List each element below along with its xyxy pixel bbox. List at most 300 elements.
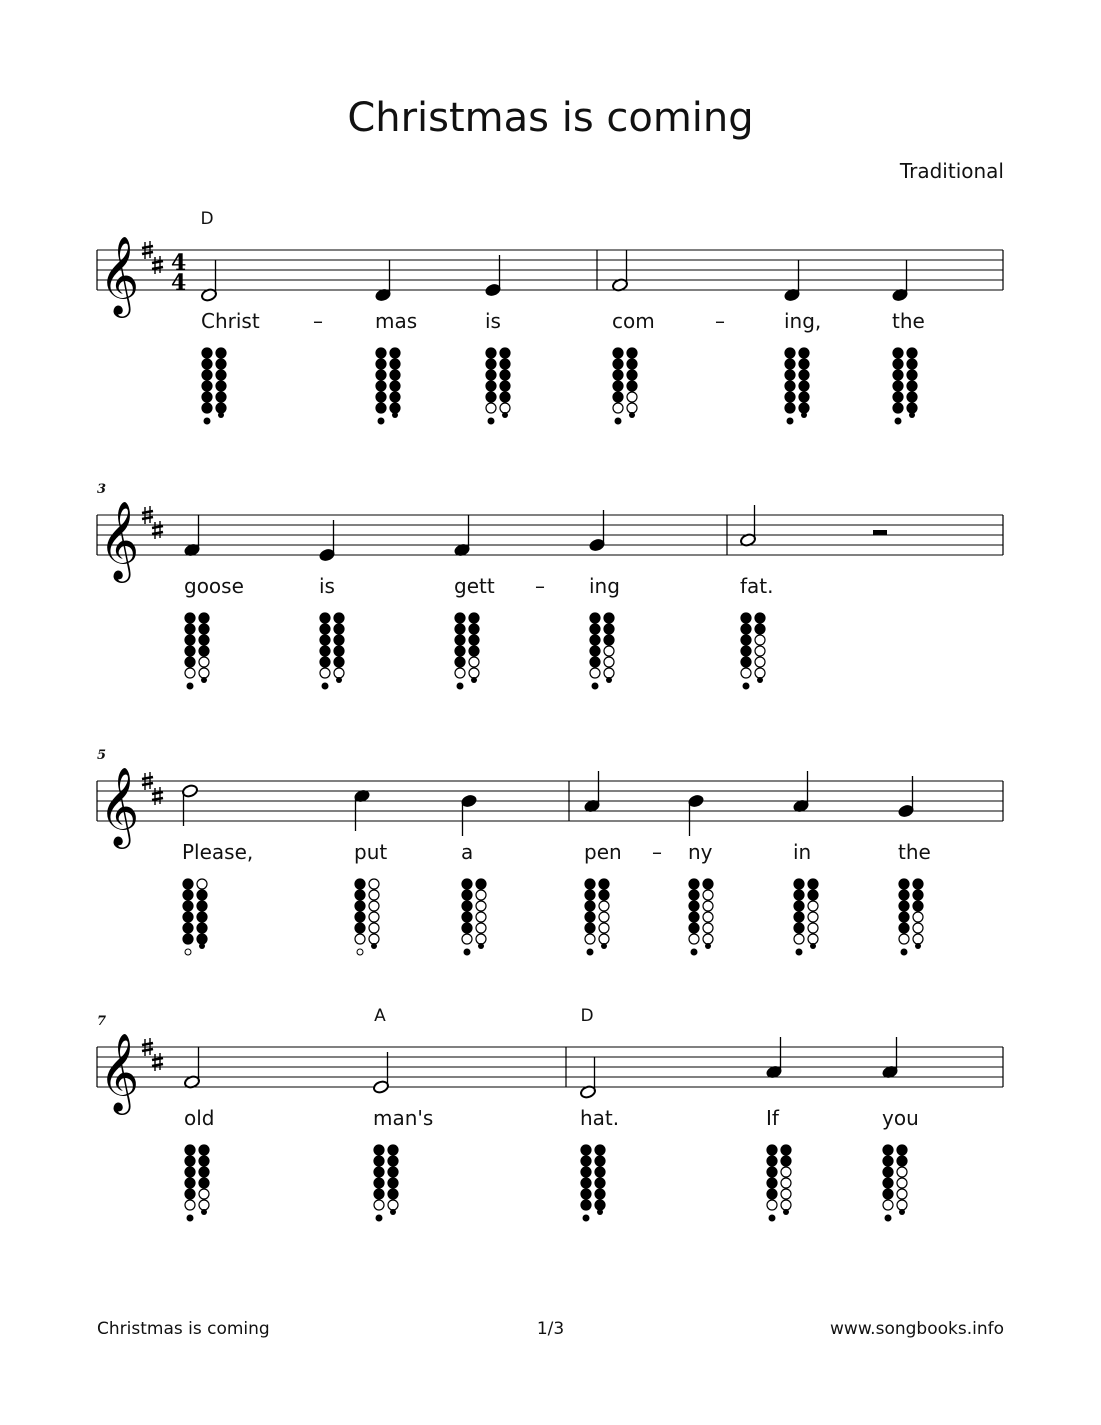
fingering-thumb-hole: [185, 949, 191, 955]
composer-credit: Traditional: [899, 159, 1004, 183]
lyric-syllable: ny: [688, 840, 713, 864]
fingering-hole-right: [604, 657, 614, 667]
fingering-thumb-hole: [457, 683, 463, 689]
fingering-hole-right: [369, 934, 379, 944]
fingering-hole-right: [469, 646, 479, 656]
fingering-hole-left: [613, 392, 623, 402]
fingering-hole-left: [585, 901, 595, 911]
fingering-hole-right: [703, 879, 713, 889]
fingering-bell-hole: [218, 412, 224, 418]
fingering-hole-left: [202, 370, 212, 380]
fingering-hole-left: [185, 635, 195, 645]
fingering-bell-hole: [478, 943, 484, 949]
tin-whistle-fingering-icon: [376, 348, 400, 424]
fingering-hole-left: [767, 1178, 777, 1188]
fingering-hole-left: [183, 890, 193, 900]
fingering-hole-right: [808, 901, 818, 911]
fingering-hole-right: [216, 403, 226, 413]
fingering-hole-right: [703, 934, 713, 944]
sharp-stroke: [142, 517, 153, 519]
fingering-bell-hole: [783, 1209, 789, 1215]
fingering-hole-left: [185, 657, 195, 667]
sharp-stroke: [142, 511, 153, 513]
fingering-hole-right: [199, 1178, 209, 1188]
treble-clef: 𝄞: [99, 236, 140, 315]
fingering-hole-right: [595, 1167, 605, 1177]
fingering-hole-right: [216, 392, 226, 402]
fingering-bell-hole: [502, 412, 508, 418]
fingering-hole-left: [883, 1145, 893, 1155]
fingering-hole-left: [893, 392, 903, 402]
fingering-hole-right: [799, 359, 809, 369]
fingering-hole-right: [199, 646, 209, 656]
fingering-hole-left: [794, 934, 804, 944]
fingering-hole-left: [185, 1200, 195, 1210]
fingering-hole-right: [907, 403, 917, 413]
fingering-hole-right: [907, 359, 917, 369]
fingering-hole-left: [767, 1189, 777, 1199]
fingering-hole-right: [627, 359, 637, 369]
half-rest: [873, 530, 887, 535]
fingering-hole-left: [613, 359, 623, 369]
lyric-syllable: com: [612, 309, 655, 333]
fingering-hole-left: [320, 668, 330, 678]
treble-clef: 𝄞: [99, 767, 140, 846]
fingering-hole-left: [202, 348, 212, 358]
fingering-hole-right: [755, 624, 765, 634]
fingering-thumb-hole: [895, 418, 901, 424]
tin-whistle-fingering-icon: [455, 613, 479, 689]
footer-website-link[interactable]: www.songbooks.info: [830, 1319, 1004, 1339]
fingering-hole-right: [390, 348, 400, 358]
tin-whistle-fingering-icon: [899, 879, 923, 955]
fingering-hole-right: [369, 923, 379, 933]
chord-symbol: A: [374, 1006, 386, 1026]
fingering-hole-right: [199, 668, 209, 678]
fingering-hole-right: [781, 1178, 791, 1188]
fingering-hole-left: [883, 1200, 893, 1210]
fingering-hole-right: [913, 879, 923, 889]
fingering-hole-right: [369, 890, 379, 900]
fingering-hole-left: [585, 934, 595, 944]
fingering-hole-left: [462, 923, 472, 933]
fingering-thumb-hole: [322, 683, 328, 689]
fingering-hole-right: [334, 635, 344, 645]
fingering-hole-left: [455, 657, 465, 667]
fingering-thumb-hole: [187, 683, 193, 689]
tin-whistle-fingering-icon: [767, 1145, 791, 1221]
page-title: Christmas is coming: [347, 94, 754, 141]
fingering-hole-left: [185, 624, 195, 634]
fingering-hole-right: [334, 624, 344, 634]
fingering-hole-left: [183, 912, 193, 922]
fingering-hole-right: [388, 1200, 398, 1210]
treble-clef: 𝄞: [99, 501, 140, 580]
fingering-hole-right: [476, 923, 486, 933]
fingering-hole-left: [202, 381, 212, 391]
fingering-hole-left: [590, 646, 600, 656]
fingering-hole-right: [197, 901, 207, 911]
fingering-thumb-hole: [787, 418, 793, 424]
fingering-hole-left: [899, 934, 909, 944]
tin-whistle-fingering-icon: [374, 1145, 398, 1221]
fingering-hole-right: [595, 1156, 605, 1166]
fingering-hole-left: [202, 359, 212, 369]
fingering-bell-hole: [201, 677, 207, 683]
fingering-hole-right: [907, 348, 917, 358]
fingering-hole-right: [913, 890, 923, 900]
fingering-hole-left: [581, 1167, 591, 1177]
fingering-thumb-hole: [488, 418, 494, 424]
fingering-hole-right: [755, 657, 765, 667]
fingering-hole-left: [374, 1145, 384, 1155]
fingering-hole-left: [613, 381, 623, 391]
fingering-hole-left: [185, 613, 195, 623]
fingering-hole-left: [374, 1167, 384, 1177]
fingering-hole-right: [469, 613, 479, 623]
fingering-hole-left: [581, 1145, 591, 1155]
fingering-hole-left: [899, 923, 909, 933]
fingering-hole-left: [585, 912, 595, 922]
fingering-hole-left: [374, 1178, 384, 1188]
fingering-hole-left: [185, 1189, 195, 1199]
fingering-hole-right: [604, 646, 614, 656]
fingering-hole-right: [197, 912, 207, 922]
tin-whistle-fingering-icon: [185, 1145, 209, 1221]
fingering-hole-left: [374, 1200, 384, 1210]
fingering-hole-left: [689, 890, 699, 900]
fingering-hole-right: [913, 901, 923, 911]
fingering-hole-left: [785, 359, 795, 369]
fingering-hole-right: [799, 348, 809, 358]
fingering-hole-right: [369, 901, 379, 911]
fingering-hole-right: [599, 890, 609, 900]
fingering-hole-left: [883, 1156, 893, 1166]
fingering-hole-left: [741, 613, 751, 623]
fingering-hole-right: [808, 879, 818, 889]
lyric-syllable: gett: [454, 574, 495, 598]
fingering-thumb-hole: [796, 949, 802, 955]
fingering-hole-right: [334, 668, 344, 678]
music-system: [97, 748, 1003, 955]
fingering-hole-right: [897, 1156, 907, 1166]
tin-whistle-fingering-icon: [462, 879, 486, 955]
lyric-syllable: old: [184, 1106, 215, 1130]
fingering-hole-left: [883, 1189, 893, 1199]
music-system: [97, 1006, 1003, 1221]
measure-number: 7: [97, 1014, 107, 1029]
fingering-hole-right: [199, 1156, 209, 1166]
fingering-hole-left: [613, 370, 623, 380]
lyric-syllable: in: [793, 840, 812, 864]
fingering-hole-left: [355, 934, 365, 944]
fingering-hole-right: [599, 923, 609, 933]
fingering-thumb-hole: [769, 1215, 775, 1221]
fingering-hole-left: [185, 1145, 195, 1155]
fingering-hole-right: [500, 392, 510, 402]
fingering-hole-left: [185, 1167, 195, 1177]
fingering-hole-right: [755, 613, 765, 623]
tin-whistle-fingering-icon: [355, 879, 379, 955]
fingering-hole-left: [376, 381, 386, 391]
fingering-hole-left: [355, 890, 365, 900]
chord-symbol: D: [200, 209, 214, 229]
fingering-hole-right: [781, 1189, 791, 1199]
tin-whistle-fingering-icon: [183, 879, 207, 955]
lyric-syllable: is: [319, 574, 335, 598]
fingering-hole-left: [185, 1156, 195, 1166]
music-system: [97, 209, 1003, 424]
fingering-hole-right: [808, 912, 818, 922]
tin-whistle-fingering-icon: [794, 879, 818, 955]
fingering-hole-left: [462, 901, 472, 911]
lyric-syllable: fat.: [740, 574, 774, 598]
measure-number: 5: [97, 748, 107, 763]
fingering-hole-left: [355, 923, 365, 933]
fingering-hole-left: [689, 923, 699, 933]
fingering-hole-right: [199, 1145, 209, 1155]
lyric-syllable: ing: [589, 574, 620, 598]
fingering-hole-left: [785, 381, 795, 391]
fingering-hole-left: [455, 646, 465, 656]
fingering-hole-right: [897, 1189, 907, 1199]
fingering-hole-right: [907, 370, 917, 380]
fingering-hole-right: [476, 879, 486, 889]
fingering-hole-left: [374, 1156, 384, 1166]
fingering-hole-right: [703, 923, 713, 933]
fingering-bell-hole: [597, 1209, 603, 1215]
fingering-hole-left: [320, 657, 330, 667]
fingering-hole-right: [913, 934, 923, 944]
footer-title: Christmas is coming: [97, 1319, 270, 1339]
fingering-hole-right: [595, 1178, 605, 1188]
fingering-hole-left: [741, 646, 751, 656]
fingering-hole-right: [216, 370, 226, 380]
fingering-hole-left: [585, 890, 595, 900]
fingering-hole-left: [689, 934, 699, 944]
fingering-hole-left: [893, 403, 903, 413]
sharp-stroke: [152, 526, 163, 528]
fingering-bell-hole: [629, 412, 635, 418]
tin-whistle-fingering-icon: [785, 348, 809, 424]
fingering-hole-left: [590, 624, 600, 634]
fingering-hole-right: [500, 403, 510, 413]
fingering-thumb-hole: [204, 418, 210, 424]
fingering-hole-left: [486, 392, 496, 402]
fingering-hole-left: [767, 1145, 777, 1155]
fingering-hole-right: [500, 381, 510, 391]
tin-whistle-fingering-icon: [613, 348, 637, 424]
lyric-syllable: goose: [184, 574, 244, 598]
tin-whistle-fingering-icon: [486, 348, 510, 424]
fingering-hole-right: [469, 624, 479, 634]
fingering-hole-right: [388, 1189, 398, 1199]
lyric-syllable: pen: [584, 840, 622, 864]
sharp-stroke: [152, 532, 163, 534]
lyric-hyphen: –: [535, 574, 545, 598]
fingering-hole-left: [585, 923, 595, 933]
fingering-hole-left: [581, 1189, 591, 1199]
fingering-hole-right: [199, 635, 209, 645]
fingering-thumb-hole: [901, 949, 907, 955]
fingering-hole-left: [883, 1167, 893, 1177]
fingering-hole-left: [581, 1178, 591, 1188]
fingering-hole-right: [897, 1145, 907, 1155]
fingering-bell-hole: [371, 943, 377, 949]
fingering-hole-left: [590, 657, 600, 667]
sharp-stroke: [142, 777, 153, 779]
fingering-bell-hole: [810, 943, 816, 949]
fingering-bell-hole: [199, 943, 205, 949]
fingering-hole-left: [202, 403, 212, 413]
fingering-hole-right: [599, 912, 609, 922]
fingering-hole-left: [893, 348, 903, 358]
fingering-hole-left: [613, 403, 623, 413]
fingering-thumb-hole: [885, 1215, 891, 1221]
fingering-hole-left: [376, 403, 386, 413]
fingering-hole-right: [390, 392, 400, 402]
fingering-hole-left: [741, 624, 751, 634]
fingering-hole-left: [899, 879, 909, 889]
fingering-hole-right: [604, 624, 614, 634]
sharp-stroke: [142, 1043, 153, 1045]
lyric-hyphen: –: [313, 309, 323, 333]
lyric-syllable: man's: [373, 1106, 434, 1130]
fingering-hole-right: [808, 890, 818, 900]
fingering-hole-left: [462, 912, 472, 922]
fingering-hole-right: [216, 348, 226, 358]
fingering-hole-left: [486, 381, 496, 391]
fingering-bell-hole: [201, 1209, 207, 1215]
fingering-hole-right: [599, 879, 609, 889]
fingering-hole-right: [703, 912, 713, 922]
fingering-hole-right: [199, 1189, 209, 1199]
fingering-hole-left: [355, 879, 365, 889]
fingering-hole-left: [320, 646, 330, 656]
fingering-hole-right: [197, 923, 207, 933]
fingering-hole-right: [604, 668, 614, 678]
fingering-hole-right: [627, 348, 637, 358]
time-signature-bottom: 4: [171, 270, 187, 296]
fingering-hole-left: [462, 879, 472, 889]
fingering-hole-left: [590, 613, 600, 623]
fingering-hole-right: [897, 1200, 907, 1210]
fingering-thumb-hole: [587, 949, 593, 955]
lyric-syllable: mas: [375, 309, 418, 333]
fingering-hole-right: [799, 392, 809, 402]
sharp-stroke: [142, 1049, 153, 1051]
fingering-hole-left: [767, 1200, 777, 1210]
fingering-bell-hole: [471, 677, 477, 683]
tin-whistle-fingering-icon: [689, 879, 713, 955]
fingering-bell-hole: [899, 1209, 905, 1215]
lyric-hyphen: –: [715, 309, 725, 333]
fingering-thumb-hole: [187, 1215, 193, 1221]
fingering-hole-left: [455, 635, 465, 645]
fingering-hole-left: [794, 901, 804, 911]
fingering-hole-right: [595, 1189, 605, 1199]
fingering-hole-right: [469, 657, 479, 667]
fingering-hole-left: [689, 901, 699, 911]
chord-symbol: D: [580, 1006, 594, 1026]
fingering-hole-left: [794, 912, 804, 922]
fingering-bell-hole: [390, 1209, 396, 1215]
fingering-hole-left: [899, 912, 909, 922]
fingering-hole-left: [320, 613, 330, 623]
fingering-hole-left: [899, 901, 909, 911]
fingering-hole-right: [781, 1156, 791, 1166]
fingering-hole-right: [604, 635, 614, 645]
lyric-syllable: hat.: [580, 1106, 620, 1130]
fingering-hole-right: [199, 1167, 209, 1177]
fingering-hole-left: [376, 348, 386, 358]
fingering-hole-left: [585, 879, 595, 889]
fingering-bell-hole: [801, 412, 807, 418]
fingering-hole-right: [390, 403, 400, 413]
sharp-stroke: [152, 792, 163, 794]
fingering-hole-right: [334, 657, 344, 667]
fingering-hole-left: [183, 923, 193, 933]
measure-number: 3: [97, 482, 107, 497]
fingering-hole-left: [785, 403, 795, 413]
fingering-hole-right: [755, 635, 765, 645]
fingering-hole-right: [781, 1145, 791, 1155]
lyric-syllable: Christ: [201, 309, 260, 333]
fingering-hole-right: [197, 934, 207, 944]
fingering-hole-left: [486, 403, 496, 413]
fingering-hole-left: [185, 646, 195, 656]
fingering-hole-right: [388, 1156, 398, 1166]
fingering-thumb-hole: [357, 949, 363, 955]
fingering-hole-right: [476, 912, 486, 922]
fingering-hole-left: [376, 392, 386, 402]
fingering-hole-left: [183, 879, 193, 889]
fingering-hole-left: [185, 1178, 195, 1188]
fingering-bell-hole: [757, 677, 763, 683]
fingering-thumb-hole: [691, 949, 697, 955]
lyric-syllable: ing,: [784, 309, 822, 333]
fingering-hole-right: [627, 392, 637, 402]
fingering-hole-right: [604, 613, 614, 623]
fingering-hole-right: [369, 879, 379, 889]
sharp-stroke: [152, 261, 163, 263]
fingering-hole-right: [476, 890, 486, 900]
fingering-hole-right: [500, 359, 510, 369]
lyric-syllable: you: [882, 1106, 919, 1130]
fingering-hole-right: [897, 1167, 907, 1177]
fingering-hole-right: [703, 890, 713, 900]
fingering-hole-right: [388, 1167, 398, 1177]
fingering-hole-right: [469, 635, 479, 645]
fingering-hole-right: [369, 912, 379, 922]
fingering-hole-left: [455, 668, 465, 678]
fingering-hole-right: [500, 370, 510, 380]
fingering-hole-right: [216, 359, 226, 369]
fingering-hole-right: [388, 1145, 398, 1155]
fingering-hole-left: [883, 1178, 893, 1188]
fingering-hole-left: [893, 381, 903, 391]
tin-whistle-fingering-icon: [590, 613, 614, 689]
fingering-hole-left: [785, 392, 795, 402]
fingering-thumb-hole: [464, 949, 470, 955]
fingering-hole-left: [590, 635, 600, 645]
fingering-thumb-hole: [592, 683, 598, 689]
fingering-bell-hole: [336, 677, 342, 683]
fingering-hole-left: [374, 1189, 384, 1199]
fingering-hole-left: [486, 370, 496, 380]
lyric-hyphen: –: [652, 840, 662, 864]
fingering-hole-left: [794, 923, 804, 933]
